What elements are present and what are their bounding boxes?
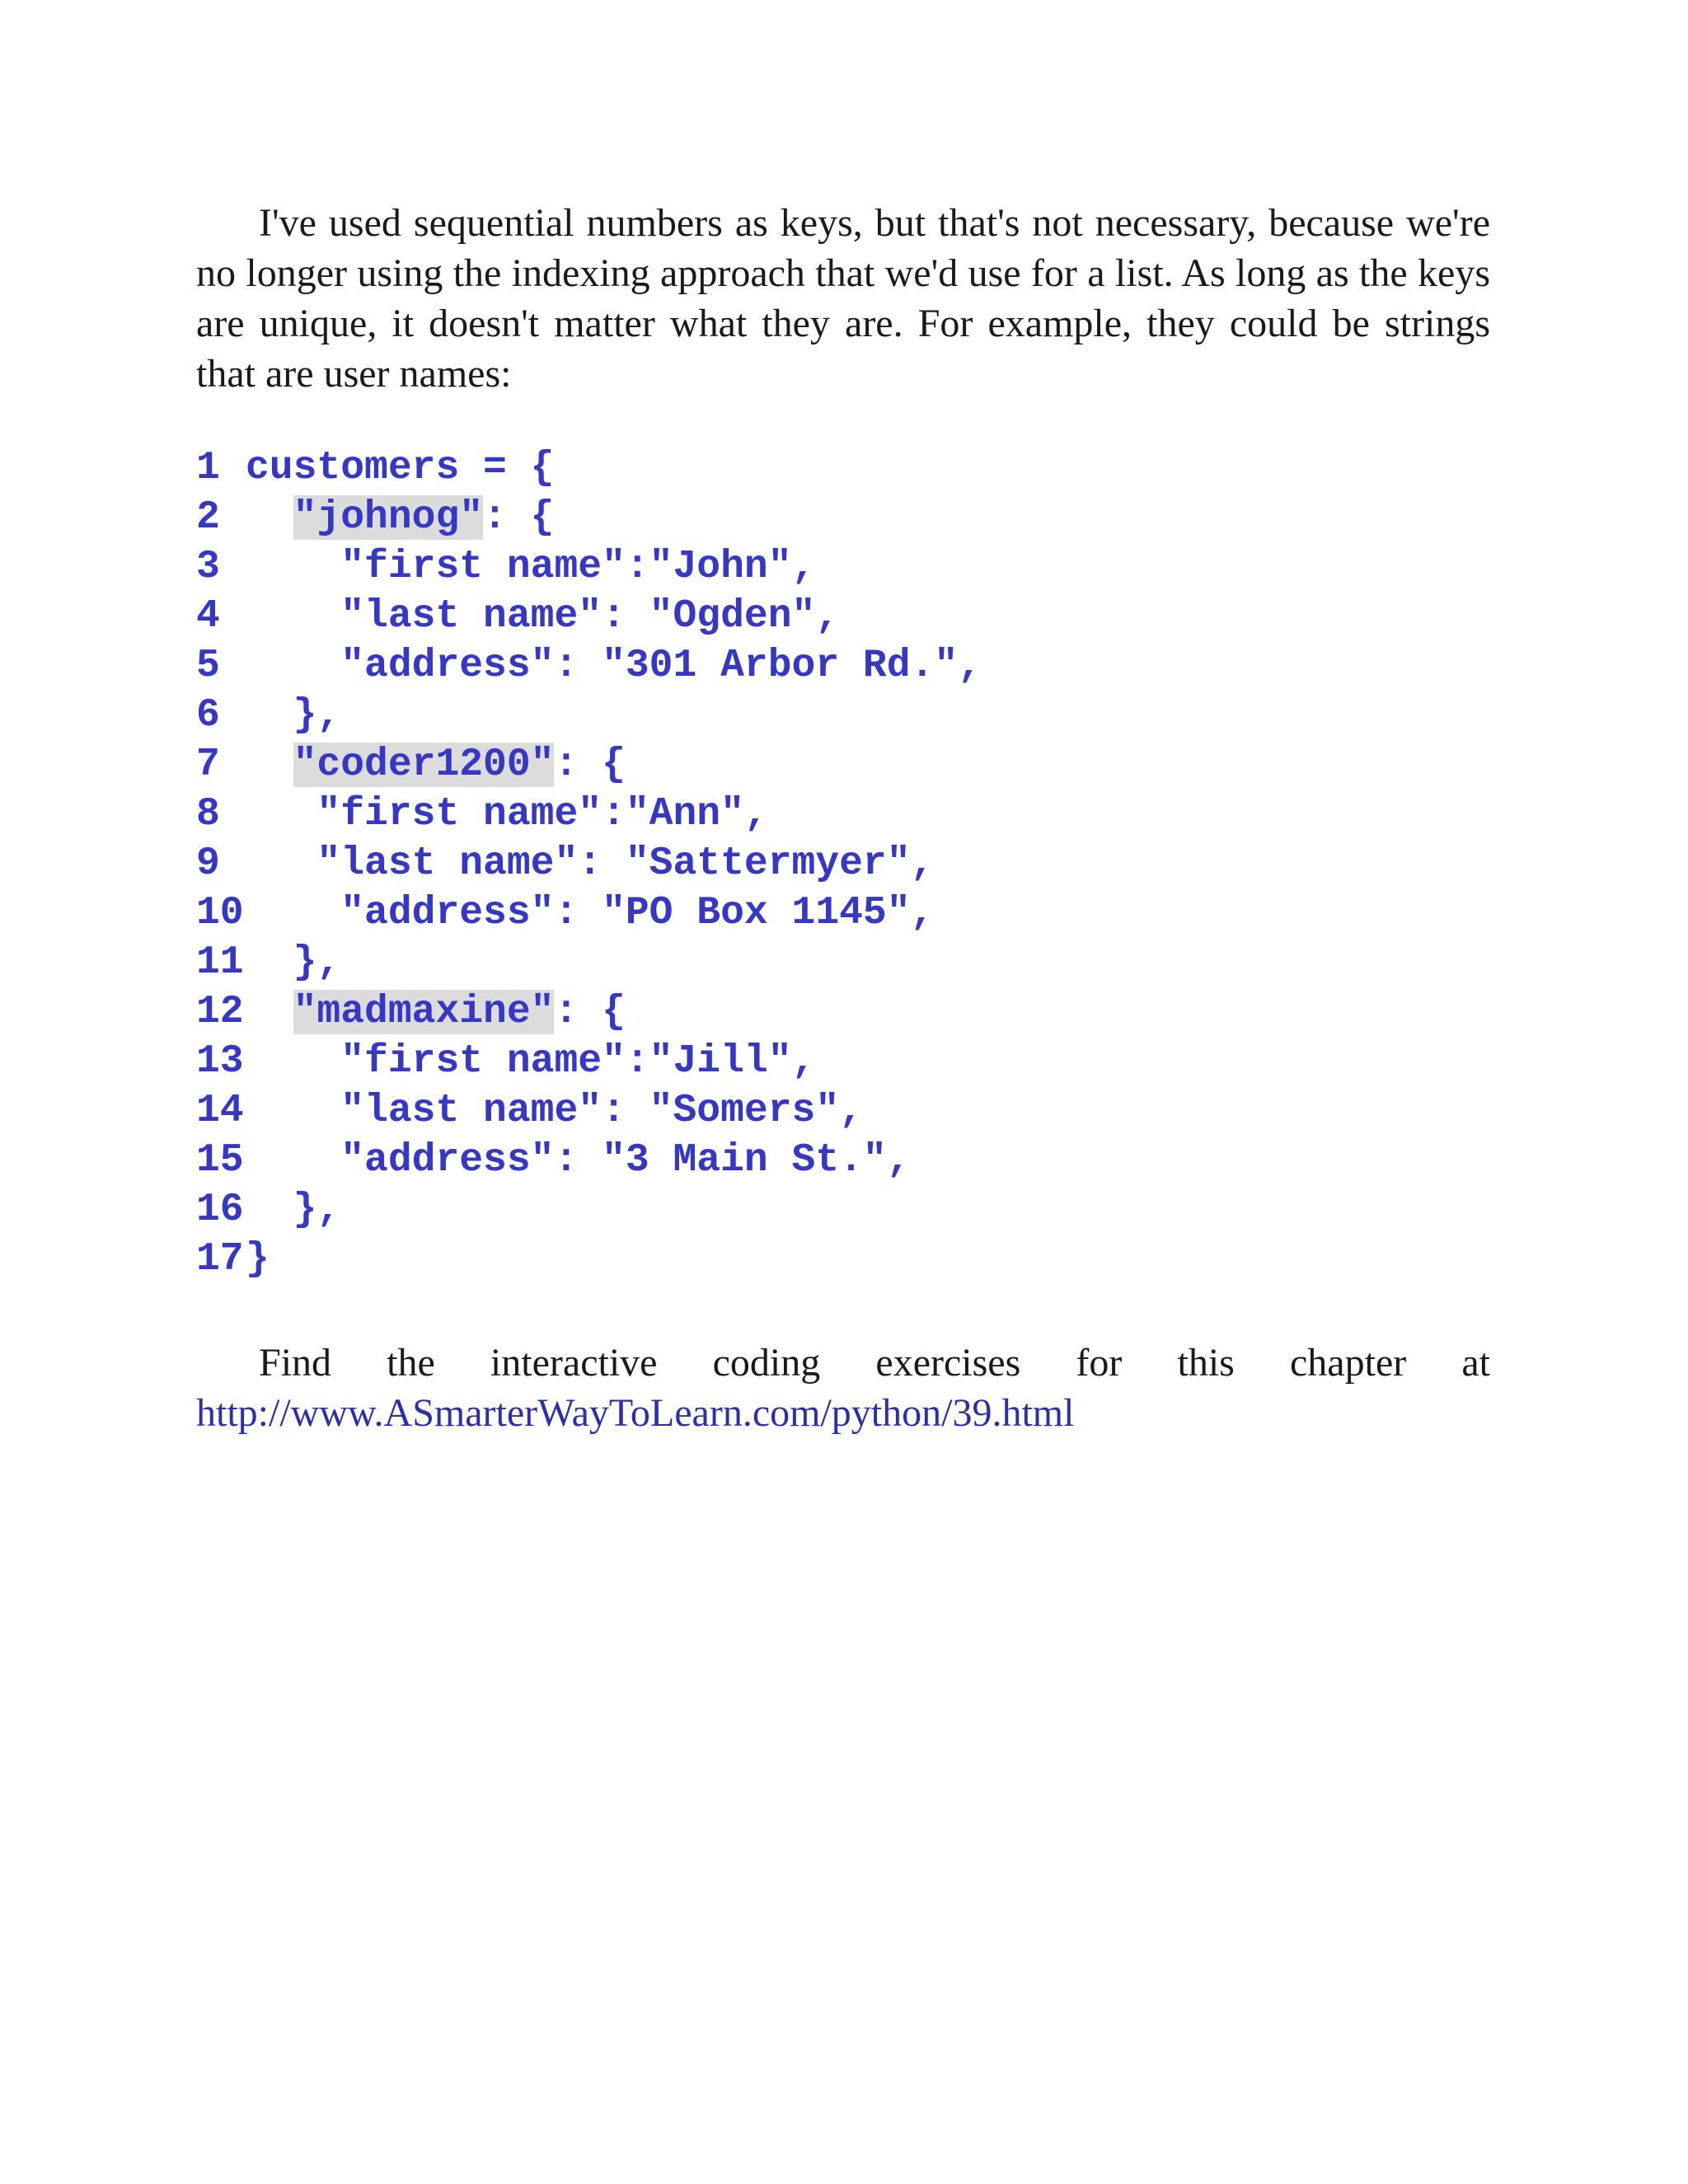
- code-text: },: [246, 1188, 341, 1232]
- code-text: },: [246, 940, 341, 985]
- code-line: [196, 1185, 1490, 1235]
- exercises-paragraph: [196, 1338, 1490, 1438]
- exercises-text: Find the interactive coding exercises for this chapter at: [259, 1341, 1490, 1385]
- line-number: 16: [196, 1188, 244, 1232]
- code-text: },: [246, 693, 341, 738]
- code-text: "address": "PO Box 1145",: [246, 891, 935, 935]
- highlighted-key: "madmaxine": [293, 990, 555, 1034]
- code-text: "address": "3 Main St.",: [246, 1138, 911, 1183]
- code-line: [196, 839, 1490, 888]
- code-line: [196, 790, 1490, 839]
- code-line: [196, 493, 1490, 542]
- line-number: 8: [196, 792, 220, 837]
- code-line: [196, 1136, 1490, 1185]
- code-text: : {: [554, 990, 626, 1034]
- code-line: [196, 987, 1490, 1037]
- code-text: "address": "301 Arbor Rd.",: [246, 644, 982, 688]
- line-number: 10: [196, 891, 244, 935]
- code-text: customers = {: [246, 446, 555, 490]
- line-number: 4: [196, 594, 220, 639]
- code-text: : {: [483, 495, 555, 540]
- code-line: [196, 1037, 1490, 1086]
- code-text: : {: [554, 743, 626, 787]
- code-text: "first name":"John",: [246, 545, 816, 589]
- code-block: [196, 443, 1490, 1284]
- line-number: 11: [196, 940, 244, 985]
- code-line: [196, 1235, 1490, 1284]
- code-line: [196, 542, 1490, 592]
- line-number: 5: [196, 644, 220, 688]
- code-line: [196, 1086, 1490, 1136]
- code-line: [196, 641, 1490, 691]
- code-line: [196, 938, 1490, 987]
- line-number: 15: [196, 1138, 244, 1183]
- intro-text: I've used sequential numbers as keys, but that's not necessary, because we're no longer using the indexing approach that we'd use for a list. As long as the keys are unique, it doesn't matter what they are. For example, they could be strings that are user names:: [196, 201, 1490, 396]
- line-number: 9: [196, 841, 220, 886]
- code-text: }: [246, 1237, 270, 1282]
- code-line: [196, 888, 1490, 938]
- line-number: 1: [196, 446, 220, 490]
- line-number: 17: [196, 1237, 244, 1282]
- line-number: 2: [196, 495, 220, 540]
- exercises-link[interactable]: http://www.ASmarterWayToLearn.com/python/39.html: [196, 1391, 1075, 1435]
- code-text: "last name": "Sattermyer",: [246, 841, 935, 886]
- line-number: 13: [196, 1039, 244, 1084]
- code-text: [246, 990, 293, 1034]
- intro-paragraph: [196, 198, 1490, 399]
- line-number: 14: [196, 1089, 244, 1133]
- code-text: "first name":"Ann",: [246, 792, 768, 837]
- highlighted-key: "coder1200": [293, 743, 555, 787]
- line-number: 12: [196, 990, 244, 1034]
- line-number: 3: [196, 545, 220, 589]
- exercises-line: [196, 1338, 1490, 1388]
- code-text: [246, 495, 293, 540]
- code-text: "last name": "Somers",: [246, 1089, 863, 1133]
- code-text: "last name": "Ogden",: [246, 594, 840, 639]
- code-line: [196, 740, 1490, 790]
- code-line: [196, 443, 1490, 493]
- code-line: [196, 691, 1490, 740]
- code-line: [196, 592, 1490, 641]
- line-number: 6: [196, 693, 220, 738]
- code-text: "first name":"Jill",: [246, 1039, 816, 1084]
- code-text: [246, 743, 293, 787]
- highlighted-key: "johnog": [293, 495, 484, 540]
- line-number: 7: [196, 743, 220, 787]
